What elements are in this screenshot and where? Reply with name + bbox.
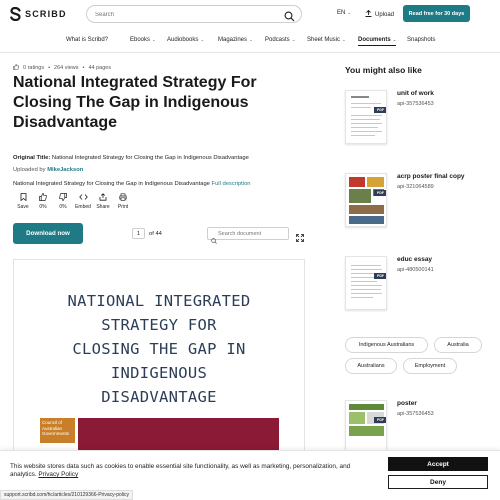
thumbs-up-icon (13, 64, 19, 72)
search-icon (211, 231, 217, 249)
upload-label: Upload (375, 11, 395, 18)
original-title-label: Original Title: (13, 155, 51, 161)
thumbs-up-icon (39, 193, 47, 201)
pdf-badge: PDF (374, 107, 387, 113)
like-button[interactable]: 0% (33, 193, 53, 210)
recommendation-card[interactable] (345, 90, 495, 150)
search-input[interactable] (95, 9, 275, 20)
share-icon (99, 193, 107, 201)
recommendation-card[interactable] (345, 256, 495, 316)
read-free-button[interactable]: Read free for 30 days (403, 5, 470, 22)
tag-chip[interactable]: Indigenous Australians (345, 337, 428, 353)
search-icon[interactable] (284, 9, 295, 27)
bookmark-icon (20, 193, 27, 201)
document-search-input[interactable] (218, 230, 286, 238)
search-bar[interactable] (86, 5, 302, 23)
nav-item-magazines[interactable]: Magazines ⌄ (218, 37, 253, 43)
recommendation-title: acrp poster final copy (397, 173, 465, 180)
tag-chip[interactable]: Australia (434, 337, 482, 353)
privacy-policy-link[interactable]: Privacy Policy (38, 471, 79, 478)
recommendation-author: api-480500141 (397, 267, 434, 273)
accept-cookies-button[interactable]: Accept (388, 457, 488, 471)
nav-item-podcasts[interactable]: Podcasts ⌄ (265, 37, 296, 43)
recommendation-author: api-357536453 (397, 411, 434, 417)
recommendation-title: poster (397, 400, 417, 407)
recommendation-title: unit of work (397, 90, 434, 97)
upload-button[interactable] (365, 10, 394, 19)
page-navigator (132, 228, 162, 239)
expand-icon (296, 229, 304, 246)
tag-chip[interactable]: Australians (345, 358, 397, 374)
original-title-value: National Integrated Strategy for Closing the Gap in Indigenous Disadvantage (51, 155, 249, 161)
language-label: EN (337, 10, 346, 16)
uploaded-by (13, 167, 83, 173)
nav-item-ebooks[interactable]: Ebooks ⌄ (130, 37, 156, 43)
pages-count: 44 pages (88, 65, 112, 71)
header-divider (0, 52, 500, 53)
logo-text: SCRIBD (25, 9, 67, 19)
nav-item-what-is-scribd[interactable]: What is Scribd? (66, 37, 109, 43)
document-description (13, 181, 251, 187)
chevron-down-icon: ⌄ (249, 37, 253, 42)
main-nav (0, 33, 500, 49)
print-button[interactable]: Print (113, 193, 133, 210)
recommendation-author: api-321064589 (397, 184, 434, 190)
original-title (13, 155, 249, 161)
recommendation-card[interactable] (345, 173, 495, 233)
chevron-down-icon: ⌄ (347, 10, 352, 15)
pdf-badge: PDF (374, 417, 387, 423)
document-thumbnail (345, 256, 387, 310)
recommendation-title: educ essay (397, 256, 433, 263)
recommendation-author: api-357536453 (397, 101, 434, 107)
sidebar-heading: You might also like (345, 65, 422, 75)
status-url: support.scribd.com/hc/articles/210129366-Privacy-policy (0, 490, 133, 500)
nav-item-audiobooks[interactable]: Audiobooks ⌄ (167, 37, 205, 43)
page-number-input[interactable]: 1 (132, 228, 145, 239)
embed-button[interactable]: Embed (73, 193, 93, 210)
upload-icon (365, 10, 372, 19)
document-search[interactable] (207, 227, 289, 240)
embed-icon (79, 193, 88, 201)
full-description-link[interactable]: Full description (211, 181, 251, 187)
uploaded-by-label: Uploaded by (13, 167, 46, 173)
uploader-link[interactable]: MikeJackson (47, 167, 84, 173)
description-text: National Integrated Strategy for Closing the Gap in Indigenous Disadvantage (13, 181, 210, 187)
download-button[interactable]: Download now (13, 223, 83, 244)
top-bar (0, 0, 500, 28)
ratings-count: 0 ratings (23, 65, 45, 71)
save-button[interactable]: Save (13, 193, 33, 210)
page-count-label: of 44 (149, 230, 162, 237)
scribd-logo[interactable] (10, 7, 67, 21)
document-thumbnail (345, 90, 387, 144)
chevron-down-icon: ⌄ (152, 37, 156, 42)
action-bar (13, 193, 133, 210)
chevron-down-icon: ⌄ (342, 37, 346, 42)
coag-badge: Council of Australian Governments (40, 418, 75, 443)
document-thumbnail (345, 173, 387, 227)
nav-item-snapshots[interactable]: Snapshots (407, 37, 436, 43)
chevron-down-icon: ⌄ (200, 37, 205, 42)
views-count: 264 views (54, 65, 79, 71)
print-icon (119, 193, 127, 201)
share-button[interactable]: Share (93, 193, 113, 210)
document-thumbnail (345, 400, 387, 454)
thumbs-down-icon (59, 193, 67, 201)
pdf-badge: PDF (374, 190, 387, 196)
nav-item-documents[interactable]: Documents ⌄ (358, 37, 396, 46)
language-selector[interactable] (337, 10, 351, 16)
document-meta: 0 ratings • 264 views • 44 pages (13, 64, 111, 72)
dislike-button[interactable]: 0% (53, 193, 73, 210)
nav-item-sheet-music[interactable]: Sheet Music ⌄ (307, 37, 346, 43)
scribd-logo-icon (10, 7, 21, 21)
document-title: National Integrated Strategy For Closing The Gap in Indigenous Disadvantage (13, 74, 257, 131)
cookie-message: This website stores data such as cookies to enable essential site functionality, as well as marketing, personalization, and analytics. Privacy Policy (10, 463, 351, 478)
tag-chip[interactable]: Employment (403, 358, 457, 374)
chevron-down-icon: ⌄ (392, 37, 397, 42)
fullscreen-button[interactable] (296, 229, 304, 247)
deny-cookies-button[interactable]: Deny (388, 475, 488, 489)
pdf-badge: PDF (374, 273, 387, 279)
preview-title: NATIONAL INTEGRATED STRATEGY FOR CLOSING THE GAP IN INDIGENOUS DISADVANTAGE (67, 292, 251, 406)
chevron-down-icon: ⌄ (291, 37, 296, 42)
